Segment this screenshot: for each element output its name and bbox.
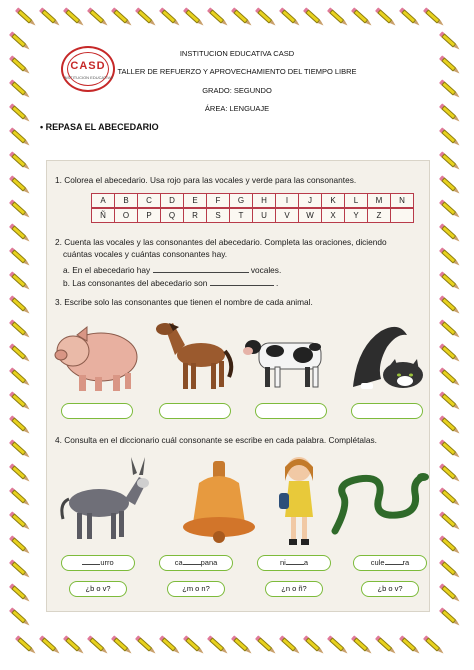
- alphabet-cell[interactable]: D: [160, 193, 184, 208]
- pencil-icon: [11, 609, 31, 627]
- word-blank[interactable]: [385, 564, 403, 565]
- alphabet-cell[interactable]: N: [390, 193, 414, 208]
- pencil-icon: [441, 441, 461, 459]
- pencil-icon: [441, 513, 461, 531]
- word-blank[interactable]: [286, 564, 304, 565]
- logo-subtext: INSTITUCION EDUCATIVA: [63, 75, 113, 80]
- girl-image: [273, 453, 325, 549]
- pencil-icon: [425, 9, 445, 27]
- pencil-icon: [401, 637, 421, 655]
- word-prefix: ni: [279, 558, 286, 567]
- pencil-icon: [11, 225, 31, 243]
- pencil-icon: [11, 153, 31, 171]
- pencil-icon: [441, 609, 461, 627]
- question-2a: [63, 265, 281, 275]
- pencil-icon: [11, 129, 31, 147]
- pencil-icon: [11, 297, 31, 315]
- answer-box-horse[interactable]: [159, 403, 231, 419]
- pencil-icon: [441, 201, 461, 219]
- pencil-icon: [17, 637, 37, 655]
- pencil-icon: [209, 637, 229, 655]
- pencil-icon: [89, 637, 109, 655]
- alphabet-cell[interactable]: I: [275, 193, 299, 208]
- word-blank[interactable]: [82, 564, 100, 565]
- pencil-icon: [41, 9, 61, 27]
- alphabet-cell[interactable]: Q: [160, 208, 184, 223]
- alphabet-cell[interactable]: M: [367, 193, 391, 208]
- grade-label: GRADO: SEGUNDO: [202, 86, 272, 95]
- pencil-icon: [441, 465, 461, 483]
- logo-text: CASD: [70, 60, 106, 72]
- school-name: INSTITUCION EDUCATIVA CASD: [179, 49, 295, 58]
- alphabet-cell[interactable]: W: [298, 208, 322, 223]
- pencil-icon: [441, 153, 461, 171]
- answer-box-pig[interactable]: [61, 403, 133, 419]
- question-4: 4. Consulta en el diccionario cuál consonante se escribe en cada palabra. Complétalas.: [55, 435, 377, 445]
- pencil-icon: [233, 9, 253, 27]
- pencil-icon: [441, 417, 461, 435]
- pencil-icon: [441, 273, 461, 291]
- pencil-icon: [281, 637, 301, 655]
- alphabet-cell[interactable]: E: [183, 193, 207, 208]
- alphabet-cell[interactable]: J: [298, 193, 322, 208]
- pencil-icon: [11, 369, 31, 387]
- pencil-icon: [113, 637, 133, 655]
- letter-choice: ¿b o v?: [361, 581, 419, 597]
- pencil-icon: [161, 637, 181, 655]
- pencil-icon: [11, 201, 31, 219]
- word-box[interactable]: [61, 555, 135, 571]
- pencil-icon: [11, 273, 31, 291]
- pencil-icon: [377, 9, 397, 27]
- alphabet-cell[interactable]: P: [137, 208, 161, 223]
- pencil-icon: [11, 585, 31, 603]
- pencil-icon: [185, 9, 205, 27]
- question-2a-suffix: vocales.: [250, 265, 282, 275]
- pencil-icon: [11, 345, 31, 363]
- pencil-icon: [441, 489, 461, 507]
- pencil-icon: [11, 441, 31, 459]
- word-suffix: urro: [100, 558, 114, 567]
- word-box[interactable]: [353, 555, 427, 571]
- pencil-icon: [441, 177, 461, 195]
- donkey-image: [55, 453, 151, 543]
- alphabet-cell[interactable]: O: [114, 208, 138, 223]
- alphabet-cell[interactable]: Ñ: [91, 208, 115, 223]
- pencil-icon: [441, 345, 461, 363]
- alphabet-cell[interactable]: U: [252, 208, 276, 223]
- alphabet-cell[interactable]: T: [229, 208, 253, 223]
- pencil-icon: [233, 637, 253, 655]
- pencil-icon: [305, 637, 325, 655]
- area-label: ÁREA: LENGUAJE: [204, 104, 270, 113]
- question-3: 3. Escribe solo las consonantes que tienen el nombre de cada animal.: [55, 297, 313, 307]
- pencil-icon: [11, 249, 31, 267]
- pencil-icon: [353, 637, 373, 655]
- task-title: • REPASA EL ABECEDARIO: [40, 122, 159, 132]
- pencil-icon: [41, 637, 61, 655]
- question-2b-suffix: .: [276, 278, 279, 288]
- answer-box-cat[interactable]: [351, 403, 423, 419]
- alphabet-cell[interactable]: V: [275, 208, 299, 223]
- question-1: 1. Colorea el abecedario. Usa rojo para las vocales y verde para las consonantes.: [55, 175, 357, 185]
- horse-image: [155, 319, 235, 395]
- question-2a-prefix: a. En el abecedario hay: [63, 265, 151, 275]
- cat-image: [347, 317, 429, 395]
- alphabet-cell[interactable]: Z: [367, 208, 391, 223]
- alphabet-cell[interactable]: X: [321, 208, 345, 223]
- answer-box-cow[interactable]: [255, 403, 327, 419]
- pencil-icon: [441, 585, 461, 603]
- word-suffix: ra: [402, 558, 410, 567]
- cow-image: [243, 333, 331, 391]
- pencil-icon: [137, 637, 157, 655]
- pencil-icon: [441, 129, 461, 147]
- pencil-icon: [441, 537, 461, 555]
- pencil-icon: [209, 9, 229, 27]
- pencil-icon: [441, 249, 461, 267]
- pencil-icon: [441, 225, 461, 243]
- alphabet-cell[interactable]: K: [321, 193, 345, 208]
- word-prefix: ca: [174, 558, 183, 567]
- pencil-icon: [329, 637, 349, 655]
- question-2b: [63, 278, 278, 288]
- pencil-icon: [441, 561, 461, 579]
- pencil-icon: [65, 637, 85, 655]
- alphabet-cell[interactable]: A: [91, 193, 115, 208]
- pencil-icon: [401, 9, 421, 27]
- alphabet-cell[interactable]: F: [206, 193, 230, 208]
- pencil-icon: [425, 637, 445, 655]
- alphabet-cell[interactable]: H: [252, 193, 276, 208]
- alphabet-cell[interactable]: G: [229, 193, 253, 208]
- letter-choice: ¿n o ñ?: [265, 581, 323, 597]
- pencil-icon: [113, 9, 133, 27]
- pencil-icon: [329, 9, 349, 27]
- pencil-icon: [11, 489, 31, 507]
- pencil-icon: [11, 513, 31, 531]
- letter-choice: ¿b o v?: [69, 581, 127, 597]
- pencil-icon: [185, 637, 205, 655]
- pencil-icon: [441, 297, 461, 315]
- question-2b-prefix: b. Las consonantes del abecedario son: [63, 278, 208, 288]
- alphabet-cell[interactable]: B: [114, 193, 138, 208]
- pencil-icon: [353, 9, 373, 27]
- pencil-icon: [11, 561, 31, 579]
- pencil-icon: [305, 9, 325, 27]
- snake-image: [329, 465, 429, 537]
- word-blank[interactable]: [183, 564, 201, 565]
- pencil-icon: [11, 393, 31, 411]
- word-prefix: cule: [370, 558, 385, 567]
- pencil-icon: [137, 9, 157, 27]
- alphabet-cell[interactable]: L: [344, 193, 368, 208]
- answer-line-vowels[interactable]: [153, 272, 249, 273]
- pencil-icon: [11, 417, 31, 435]
- word-box[interactable]: [257, 555, 331, 571]
- pencil-icon: [281, 9, 301, 27]
- pencil-icon: [11, 321, 31, 339]
- pencil-icon: [377, 637, 397, 655]
- pencil-icon: [257, 9, 277, 27]
- word-box[interactable]: [159, 555, 233, 571]
- answer-line-consonants[interactable]: [210, 285, 274, 286]
- pencil-icon: [17, 9, 37, 27]
- pencil-icon: [441, 321, 461, 339]
- workshop-title: TALLER DE REFUERZO Y APROVECHAMIENTO DEL TIEMPO LIBRE: [117, 67, 357, 76]
- pencil-icon: [441, 393, 461, 411]
- pencil-icon: [11, 465, 31, 483]
- alphabet-cell[interactable]: R: [183, 208, 207, 223]
- alphabet-cell[interactable]: C: [137, 193, 161, 208]
- worksheet-image: [46, 160, 430, 612]
- pig-image: [51, 317, 141, 395]
- alphabet-cell[interactable]: S: [206, 208, 230, 223]
- alphabet-cell[interactable]: [390, 208, 414, 223]
- question-2-line-2: cuántas vocales y cuántas consonantes hay.: [63, 249, 228, 259]
- letter-choice: ¿m o n?: [167, 581, 225, 597]
- word-suffix: a: [303, 558, 308, 567]
- pencil-icon: [257, 637, 277, 655]
- bell-image: [179, 461, 259, 549]
- word-suffix: pana: [200, 558, 218, 567]
- pencil-icon: [65, 9, 85, 27]
- pencil-icon: [11, 177, 31, 195]
- pencil-icon: [161, 9, 181, 27]
- pencil-icon: [11, 537, 31, 555]
- question-2-line-1: 2. Cuenta las vocales y las consonantes del abecedario. Completa las oraciones, diciendo: [55, 237, 387, 247]
- pencil-icon: [441, 369, 461, 387]
- pencil-icon: [89, 9, 109, 27]
- alphabet-cell[interactable]: Y: [344, 208, 368, 223]
